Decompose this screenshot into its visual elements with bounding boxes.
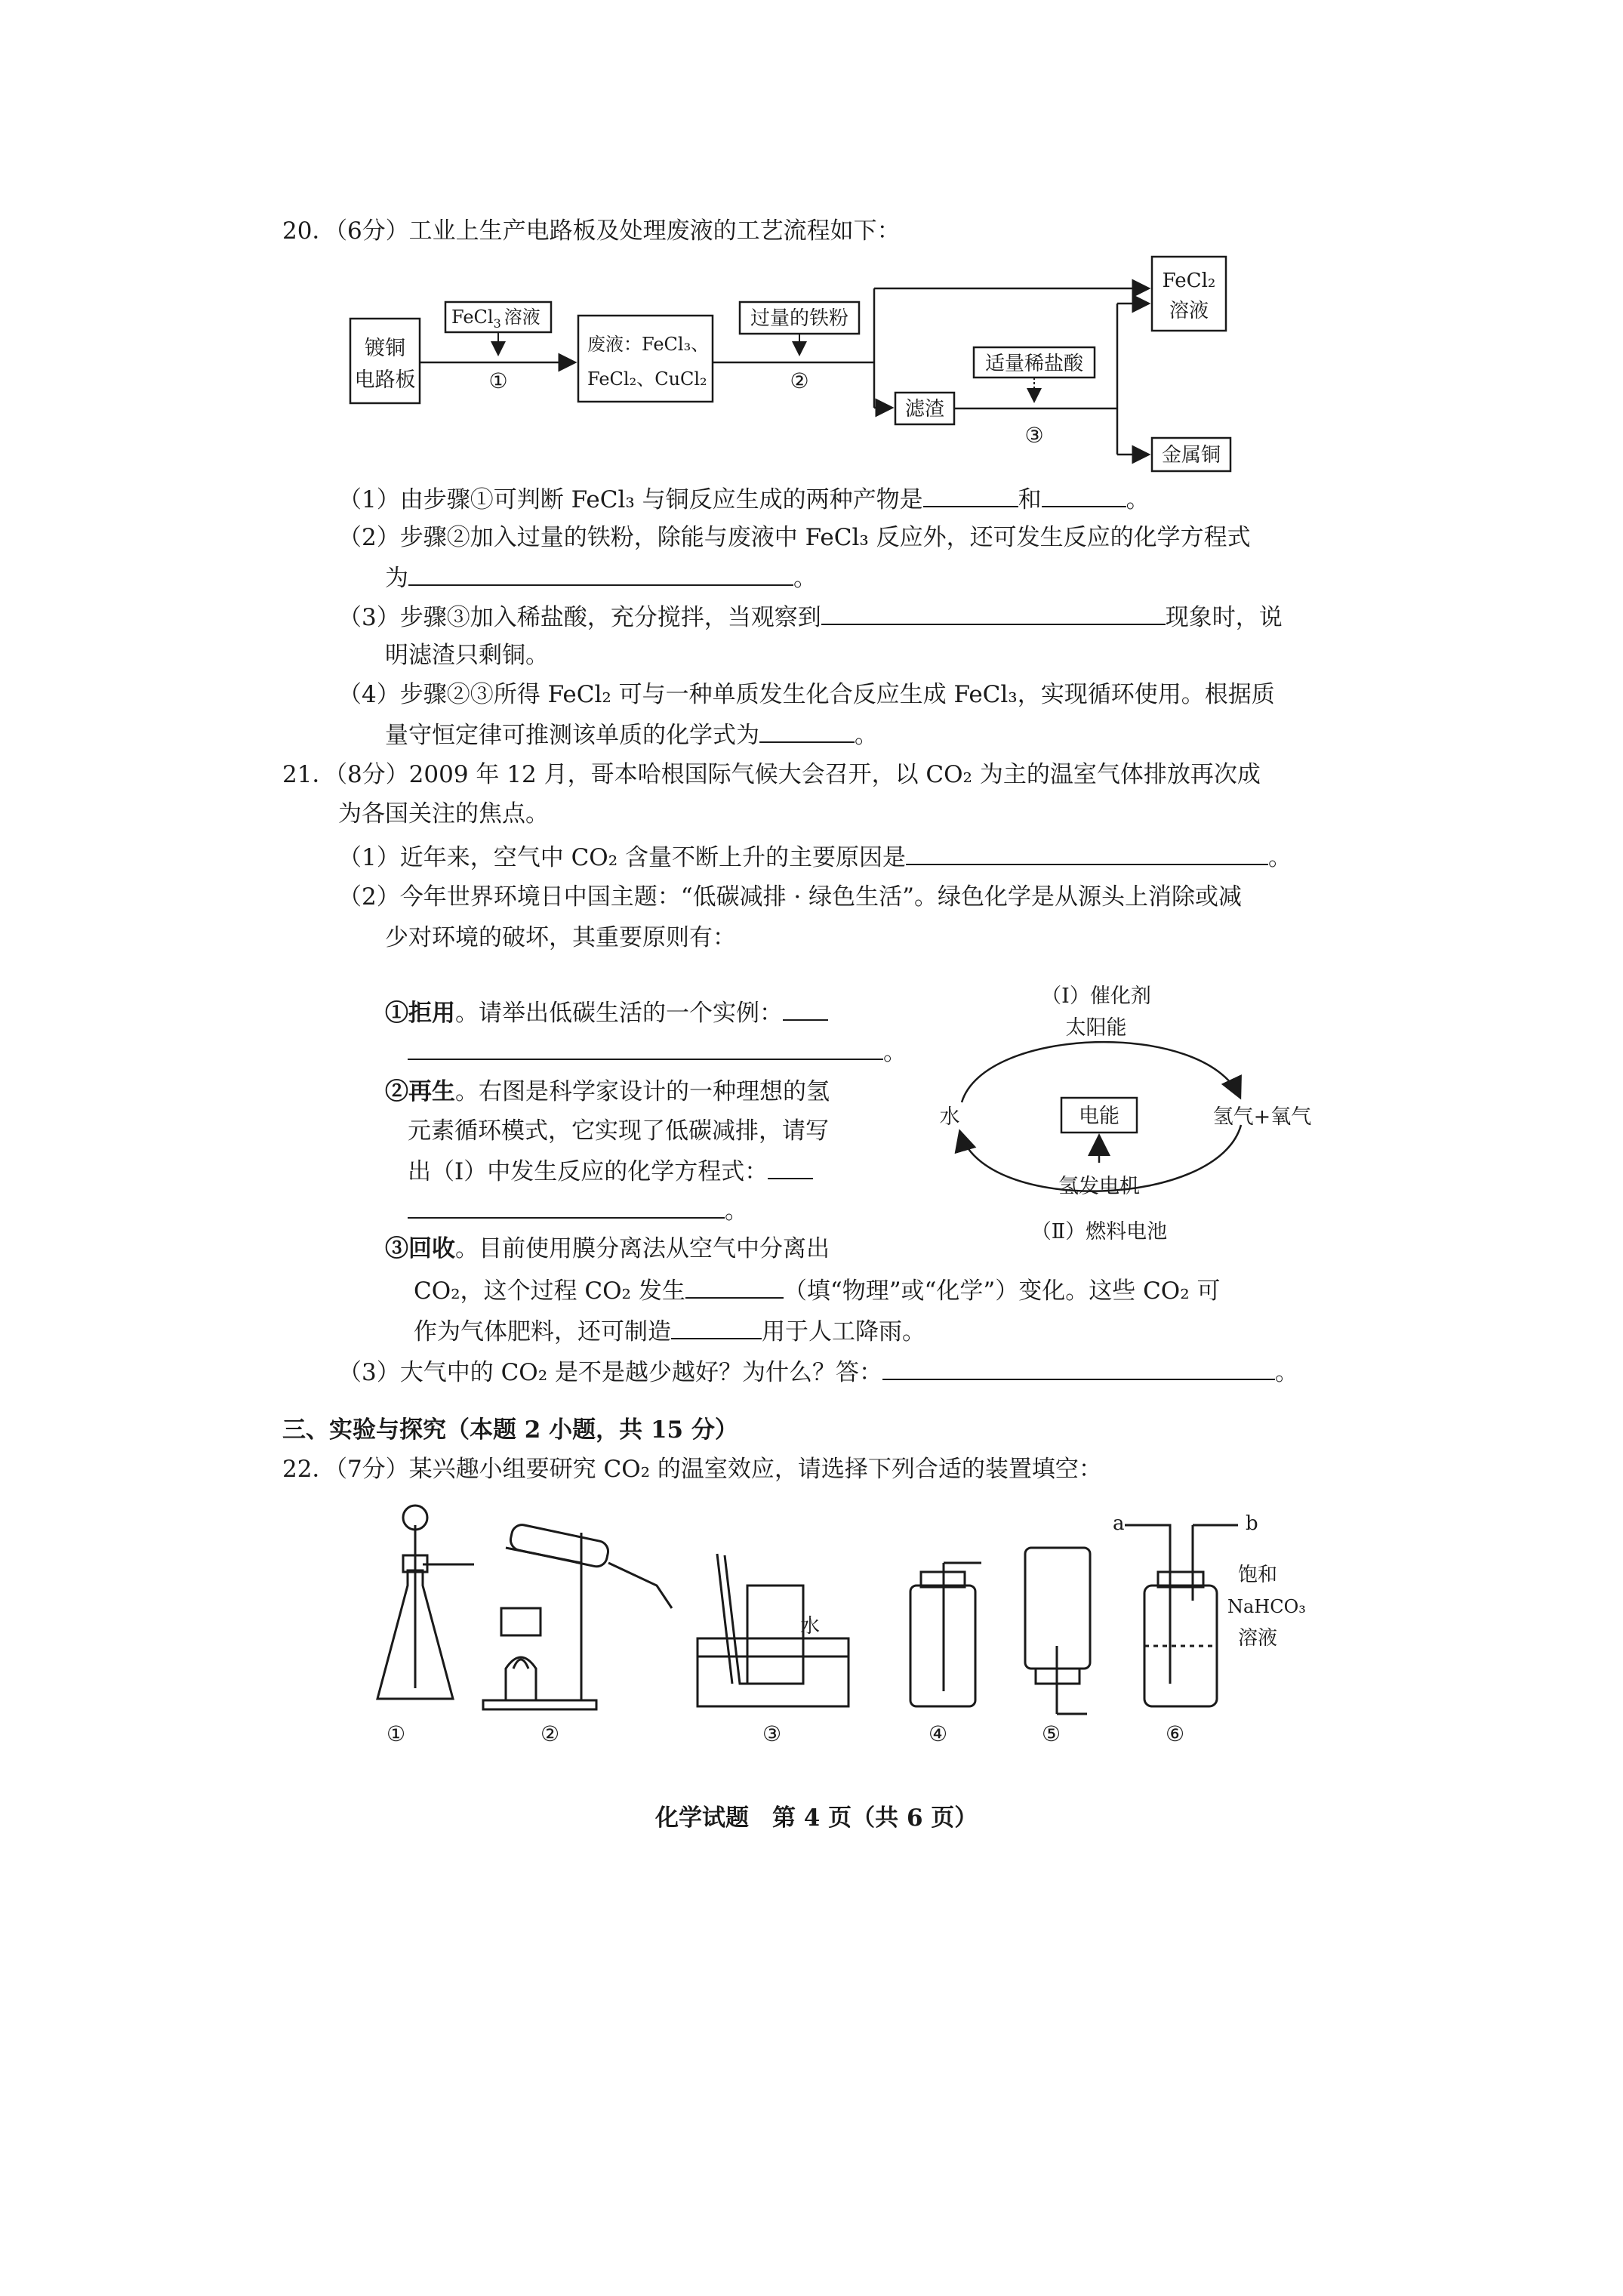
product2-label: 金属铜 xyxy=(1161,444,1221,467)
rule3-text3a: 作为气体肥料，还可制造 xyxy=(414,1318,671,1345)
q21-sub2-line2: 少对环境的破坏，其重要原则有： xyxy=(385,924,736,951)
q20-sub2-blank[interactable] xyxy=(408,562,793,586)
rule3-blank2[interactable] xyxy=(671,1315,762,1339)
q21-sub3-blank[interactable] xyxy=(882,1356,1275,1380)
board-line1: 镀铜 xyxy=(365,337,405,360)
q20-sub4-end: 。 xyxy=(855,722,878,749)
cycle-top-label: （Ⅰ）催化剂 xyxy=(1041,985,1151,1008)
product1-line1: FeCl₂ xyxy=(1162,270,1216,292)
apparatus-6-wash-bottle xyxy=(1125,1525,1238,1706)
q21-sub3-end: 。 xyxy=(1275,1359,1298,1386)
q20-sub2-prefix: 为 xyxy=(385,565,408,592)
q20-sub1-blank2[interactable] xyxy=(1042,483,1126,507)
q20-sub4-text: 量守恒定律可推测该单质的化学式为 xyxy=(385,722,759,749)
rule3-title: ③回收 xyxy=(385,1235,455,1262)
rule2-title: ②再生 xyxy=(385,1078,455,1105)
reagent1-label: FeCl$_3$ 溶液 xyxy=(451,307,540,331)
cycle-bottom-sub: 氢发电机 xyxy=(1058,1175,1140,1198)
apparatus-label-6: ⑥ xyxy=(1166,1721,1185,1746)
q21-header-line1: 21．（8分）2009 年 12 月，哥本哈根国际气候大会召开，以 CO₂ 为主的温室气体排放再次成 xyxy=(282,761,1261,788)
q21-rule3-line2 xyxy=(414,1274,1221,1306)
q20-sub4-line1: （4）步骤②③所得 FeCl₂ 可与一种单质发生化合反应生成 FeCl₃，实现循环使用。根据质 xyxy=(338,681,1275,708)
q21-sub3 xyxy=(338,1356,1298,1388)
q21-rule2-line3 xyxy=(408,1155,813,1187)
q20-header: 20．（6分）工业上生产电路板及处理废液的工艺流程如下： xyxy=(282,217,901,245)
residue-label: 滤渣 xyxy=(904,398,945,421)
step2-label: ② xyxy=(790,368,809,393)
apparatus-2-heating xyxy=(483,1523,672,1709)
solution-line3: 溶液 xyxy=(1238,1627,1278,1650)
q21-rule2-line1 xyxy=(385,1077,830,1107)
q20-sub3-line1 xyxy=(338,601,1283,633)
page-footer: 化学试题 第 4 页（共 6 页） xyxy=(655,1804,978,1832)
apparatus-1-flask xyxy=(377,1505,474,1699)
q20-sub4-line2 xyxy=(385,719,878,750)
port-b: b xyxy=(1246,1512,1258,1535)
q20-sub1-text: （1）由步骤①可判断 FeCl₃ 与铜反应生成的两种产物是 xyxy=(338,486,923,513)
product1-line2: 溶液 xyxy=(1169,300,1209,322)
apparatus-figure xyxy=(340,1502,1336,1752)
apparatus-label-5: ⑤ xyxy=(1042,1721,1061,1746)
port-a: a xyxy=(1113,1512,1125,1535)
rule1-end: 。 xyxy=(883,1039,907,1066)
apparatus-3-trough xyxy=(698,1554,848,1706)
rule3-text3b: 用于人工降雨。 xyxy=(762,1318,925,1345)
cycle-arc-top xyxy=(962,1042,1240,1102)
q21-rule2-line4 xyxy=(408,1194,748,1226)
q21-sub2-line1: （2）今年世界环境日中国主题：“低碳减排 · 绿色生活”。绿色化学是从源头上消除或减 xyxy=(338,883,1242,911)
rule2-text1: 。右图是科学家设计的一种理想的氢 xyxy=(455,1078,830,1105)
q20-sub3-blank[interactable] xyxy=(821,601,1166,625)
rule3-text2a: CO₂，这个过程 CO₂ 发生 xyxy=(414,1277,685,1305)
q20-sub1-end: 。 xyxy=(1126,486,1150,513)
cycle-right: 氢气+氧气 xyxy=(1212,1105,1312,1129)
q20-sub3-text: （3）步骤③加入稀盐酸，充分搅拌，当观察到 xyxy=(338,604,821,631)
q21-rule3-line1 xyxy=(385,1234,830,1264)
apparatus-label-1: ① xyxy=(387,1721,406,1746)
q20-sub2-line1: （2）步骤②加入过量的铁粉，除能与废液中 FeCl₃ 反应外，还可发生反应的化学方程式 xyxy=(338,524,1251,551)
hydrogen-cycle-diagram xyxy=(932,974,1324,1261)
rule1-title: ①拒用 xyxy=(385,1000,455,1027)
q20-sub3-line2: 明滤渣只剩铜。 xyxy=(385,642,549,669)
cycle-center: 电能 xyxy=(1079,1105,1119,1128)
water-label: 水 xyxy=(800,1615,821,1638)
q20-sub3-tail: 现象时，说 xyxy=(1165,604,1283,631)
q21-sub1-text: （1）近年来，空气中 CO₂ 含量不断上升的主要原因是 xyxy=(338,844,906,871)
q21-rule2-line2: 元素循环模式，它实现了低碳减排，请写 xyxy=(408,1117,829,1145)
apparatus-label-2: ② xyxy=(540,1721,560,1746)
waste-line1: 废液：FeCl₃、 xyxy=(587,334,710,355)
q21-header-line2: 为各国关注的焦点。 xyxy=(338,800,549,827)
section3-title: 三、实验与探究（本题 2 小题，共 15 分） xyxy=(282,1416,738,1444)
step1-label: ① xyxy=(488,368,508,393)
q22-header: 22．（7分）某兴趣小组要研究 CO₂ 的温室效应，请选择下列合适的装置填空： xyxy=(282,1456,1102,1483)
q20-sub1-blank1[interactable] xyxy=(923,483,1018,507)
cycle-left: 水 xyxy=(939,1105,960,1129)
q21-sub1-blank[interactable] xyxy=(906,841,1268,865)
board-line2: 电路板 xyxy=(354,368,416,392)
apparatus-label-3: ③ xyxy=(762,1721,782,1746)
rule1-text: 。请举出低碳生活的一个实例： xyxy=(455,1000,783,1027)
solution-line2: NaHCO₃ xyxy=(1227,1596,1306,1617)
rule2-blank1[interactable] xyxy=(768,1155,813,1179)
apparatus-4-bottle xyxy=(910,1563,981,1706)
q20-sub1 xyxy=(338,483,1150,515)
rule1-blank2[interactable] xyxy=(408,1036,883,1060)
q21-rule1-line1 xyxy=(385,997,828,1028)
q21-sub1 xyxy=(338,841,1292,873)
waste-line2: FeCl₂、CuCl₂ xyxy=(587,368,707,390)
cycle-bottom-label: （Ⅱ）燃料电池 xyxy=(1030,1220,1168,1244)
rule2-blank2[interactable] xyxy=(408,1194,725,1219)
reagent3-label: 适量稀盐酸 xyxy=(984,353,1084,375)
rule3-text1: 。目前使用膜分离法从空气中分离出 xyxy=(455,1235,830,1262)
q20-sub1-mid: 和 xyxy=(1018,486,1042,513)
q21-rule1-line2 xyxy=(408,1036,907,1068)
step3-label: ③ xyxy=(1024,423,1044,448)
q20-sub2-line2 xyxy=(338,562,817,593)
q21-sub1-end: 。 xyxy=(1268,844,1292,871)
apparatus-label-4: ④ xyxy=(929,1721,948,1746)
rule3-text2b: （填“物理”或“化学”）变化。这些 CO₂ 可 xyxy=(783,1277,1221,1305)
q20-flow-diagram xyxy=(332,249,1268,491)
solution-line1: 饱和 xyxy=(1238,1564,1278,1586)
q20-sub2-end: 。 xyxy=(793,565,817,592)
cycle-top-sub: 太阳能 xyxy=(1065,1016,1127,1040)
q21-rule3-line3 xyxy=(414,1315,925,1347)
rule2-end: 。 xyxy=(725,1197,748,1225)
apparatus-5-inverted xyxy=(1025,1548,1090,1714)
q21-sub3-text: （3）大气中的 CO₂ 是不是越少越好？为什么？答： xyxy=(338,1359,882,1386)
reagent2-label: 过量的铁粉 xyxy=(750,307,849,330)
rule3-blank1[interactable] xyxy=(685,1274,784,1299)
rule1-blank1[interactable] xyxy=(783,997,828,1021)
q20-sub4-blank[interactable] xyxy=(759,719,855,743)
rule2-text3: 出（Ⅰ）中发生反应的化学方程式： xyxy=(408,1158,768,1185)
